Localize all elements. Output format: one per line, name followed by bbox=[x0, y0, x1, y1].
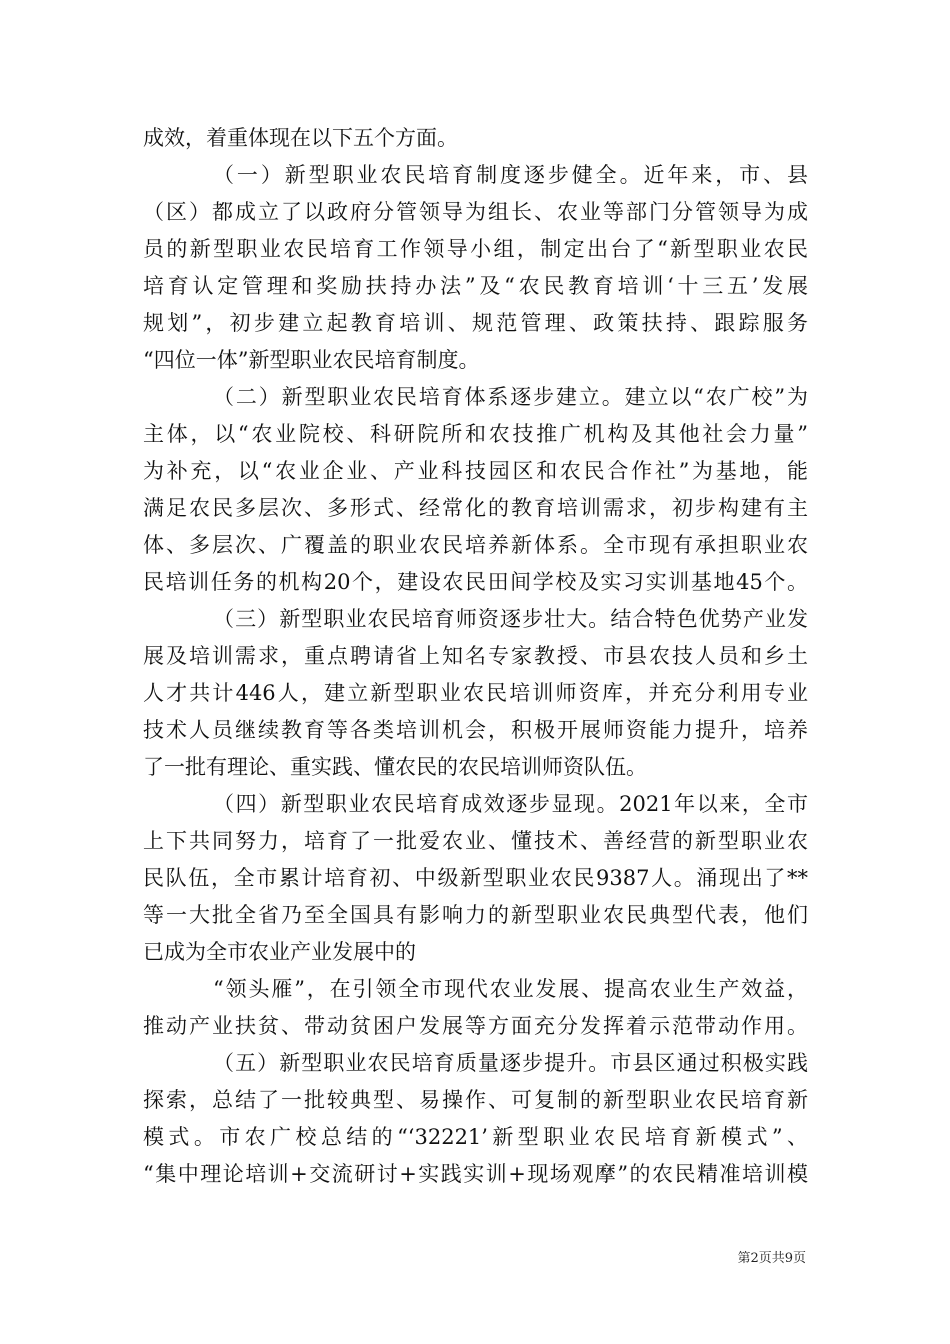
text-line: 已成为全市农业产业发展中的 bbox=[143, 940, 416, 964]
text-line: 民队伍，全市累计培育初、中级新型职业农民9387人。涌现出了** bbox=[143, 866, 808, 890]
text-line: “四位一体”新型职业农民培育制度。 bbox=[143, 348, 480, 372]
page-number: 第2页共9页 bbox=[737, 1251, 806, 1266]
paragraph-5-start: （五）新型职业农民培育质量逐步提升。市县区通过积极实践 bbox=[213, 1051, 808, 1075]
text-line: 上下共同努力，培育了一批爱农业、懂技术、善经营的新型职业农 bbox=[143, 829, 808, 853]
text-line: “集中理论培训+交流研讨+实践实训+现场观摩”的农民精准培训模 bbox=[143, 1162, 808, 1186]
text-line: 人才共计446人，建立新型职业农民培训师资库，并充分利用专业 bbox=[143, 681, 808, 705]
text-line: 满足农民多层次、多形式、经常化的教育培训需求，初步构建有主 bbox=[143, 496, 808, 520]
paragraph-2-start: （二）新型职业农民培育体系逐步建立。建立以“农广校”为 bbox=[213, 385, 808, 409]
text-line: 技术人员继续教育等各类培训机会，积极开展师资能力提升，培养 bbox=[143, 718, 808, 742]
text-line: 民培训任务的机构20个，建设农民田间学校及实习实训基地45个。 bbox=[143, 570, 808, 594]
text-line: 展及培训需求，重点聘请省上知名专家教授、市县农技人员和乡土 bbox=[143, 644, 808, 668]
text-line: 推动产业扶贫、带动贫困户发展等方面充分发挥着示范带动作用。 bbox=[143, 1014, 808, 1038]
text-line: 模式。市农广校总结的“‘32221’新型职业农民培育新模式”、 bbox=[143, 1125, 808, 1149]
text-line: 为补充，以“农业企业、产业科技园区和农民合作社”为基地，能 bbox=[143, 459, 808, 483]
text-line: 探索，总结了一批较典型、易操作、可复制的新型职业农民培育新 bbox=[143, 1088, 808, 1112]
text-line: 规划”，初步建立起教育培训、规范管理、政策扶持、跟踪服务 bbox=[143, 311, 808, 335]
text-line: 体、多层次、广覆盖的职业农民培养新体系。全市现有承担职业农 bbox=[143, 533, 808, 557]
text-line: （区）都成立了以政府分管领导为组长、农业等部门分管领导为成 bbox=[143, 200, 808, 224]
text-line: 了一批有理论、重实践、懂农民的农民培训师资队伍。 bbox=[143, 755, 647, 779]
paragraph-continuation-start: “领头雁”，在引领全市现代农业发展、提高农业生产效益， bbox=[213, 977, 808, 1001]
text-line: 等一大批全省乃至全国具有影响力的新型职业农民典型代表，他们 bbox=[143, 903, 808, 927]
text-line: 员的新型职业农民培育工作领导小组，制定出台了“新型职业农民 bbox=[143, 237, 808, 261]
text-line: 主体，以“农业院校、科研院所和农技推广机构及其他社会力量” bbox=[143, 422, 808, 446]
paragraph-4-start: （四）新型职业农民培育成效逐步显现。2021年以来，全市 bbox=[213, 792, 808, 816]
text-line: 培育认定管理和奖励扶持办法”及“农民教育培训‘十三五’发展 bbox=[143, 274, 808, 298]
paragraph-1-start: （一）新型职业农民培育制度逐步健全。近年来，市、县 bbox=[213, 163, 808, 187]
text-line: 成效，着重体现在以下五个方面。 bbox=[143, 126, 458, 150]
paragraph-3-start: （三）新型职业农民培育师资逐步壮大。结合特色优势产业发 bbox=[213, 607, 808, 631]
